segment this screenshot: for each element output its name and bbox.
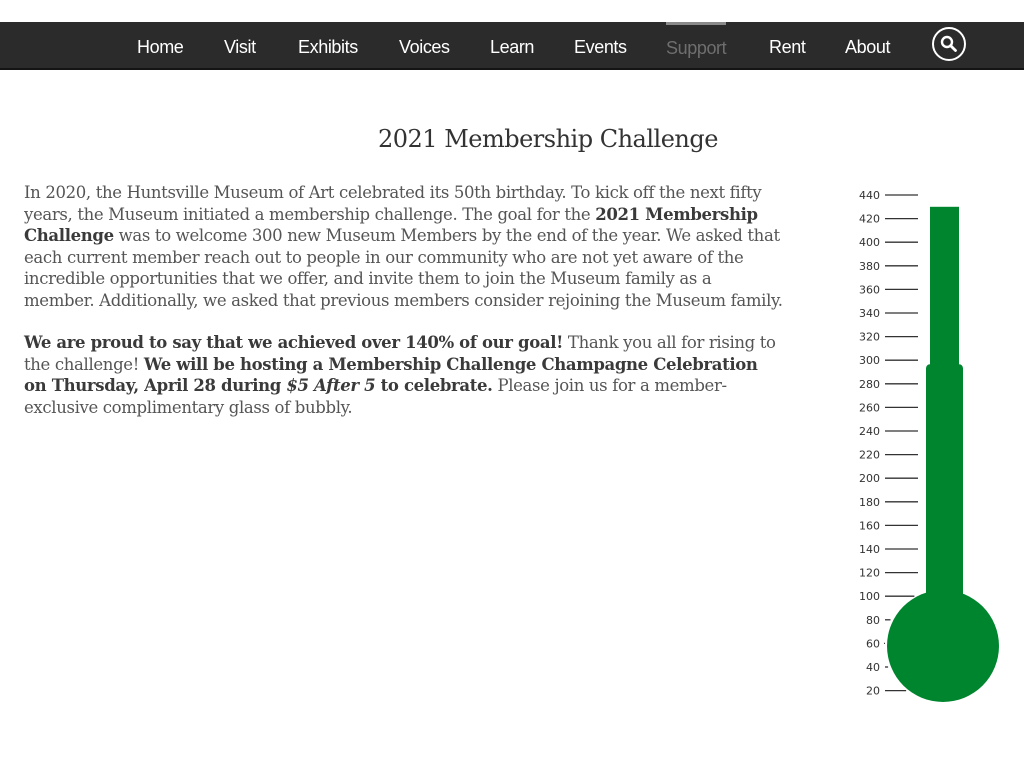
tick-label: 100 bbox=[859, 590, 880, 604]
intro-text-cont: was to welcome 300 new Museum Members by the end of the year. We asked that each current member reach out to people in our community who are not yet aware of the incredible opportunities that we offer, and invite them to join the Museum family as a member. Additionally, we asked that previous members consider rejoining the Museum family. bbox=[24, 226, 783, 310]
search-icon bbox=[940, 35, 958, 53]
event-name: $5 After 5 bbox=[286, 376, 376, 395]
tick-label: 20 bbox=[866, 684, 880, 698]
nav-visit[interactable]: Visit bbox=[224, 37, 256, 57]
main-navigation bbox=[0, 22, 1024, 70]
tick-label: 360 bbox=[859, 283, 880, 297]
tick-label: 60 bbox=[866, 637, 880, 651]
intro-text: In 2020, the Huntsville Museum of Art celebrated its 50th birthday. To kick off the next fifty years, the Museum initiated a membership challenge. The goal for the bbox=[24, 183, 762, 224]
tick-label: 400 bbox=[859, 236, 880, 250]
tick-label: 220 bbox=[859, 448, 880, 462]
challenge-name: 2021 Membership Challenge bbox=[24, 204, 758, 245]
tick-label: 280 bbox=[859, 377, 880, 391]
celebration-text-end: to celebrate. bbox=[375, 376, 493, 395]
invite-text: Please join us for a member-exclusive complimentary glass of bubbly. bbox=[24, 376, 727, 417]
membership-thermometer bbox=[830, 180, 1020, 720]
nav-home[interactable]: Home bbox=[137, 37, 184, 57]
achieved-column bbox=[930, 207, 959, 646]
nav-support[interactable]: Support bbox=[666, 22, 726, 71]
tick-label: 40 bbox=[866, 661, 880, 674]
thanks-text: Thank you all for rising to the challenge! bbox=[24, 333, 776, 374]
tick-label: 180 bbox=[859, 495, 880, 509]
nav-voices[interactable]: Voices bbox=[399, 37, 450, 57]
goal-result: We are proud to say that we achieved over 140% of our goal! bbox=[24, 333, 564, 352]
tick-label: 140 bbox=[859, 543, 880, 556]
intro-paragraph bbox=[24, 182, 784, 311]
page-title: 2021 Membership Challenge bbox=[378, 125, 718, 153]
result-paragraph bbox=[24, 332, 784, 418]
nav-about[interactable]: About bbox=[845, 37, 891, 57]
tick-label: 240 bbox=[859, 425, 880, 438]
article-body bbox=[24, 182, 784, 439]
tick-label: 300 bbox=[859, 354, 880, 368]
tick-label: 320 bbox=[859, 330, 880, 344]
nav-exhibits[interactable]: Exhibits bbox=[298, 37, 358, 57]
tick-label: 440 bbox=[859, 189, 880, 202]
nav-events[interactable]: Events bbox=[574, 37, 627, 57]
tick-label: 120 bbox=[859, 566, 880, 580]
thermometer-bulb bbox=[887, 590, 999, 702]
tick-label: 260 bbox=[859, 401, 880, 415]
tick-label: 160 bbox=[859, 519, 880, 533]
top-strip bbox=[0, 0, 1024, 22]
nav-rent[interactable]: Rent bbox=[769, 37, 806, 57]
nav-learn[interactable]: Learn bbox=[490, 37, 535, 57]
tick-label: 340 bbox=[859, 307, 880, 320]
tick-label: 420 bbox=[859, 212, 880, 226]
tick-label: 200 bbox=[859, 472, 880, 486]
celebration-text: We will be hosting a Membership Challenge Champagne Celebration on Thursday, April 28 during bbox=[24, 354, 758, 395]
tick-label: 80 bbox=[866, 613, 880, 627]
search-button[interactable] bbox=[932, 27, 966, 61]
tick-label: 380 bbox=[859, 259, 880, 273]
